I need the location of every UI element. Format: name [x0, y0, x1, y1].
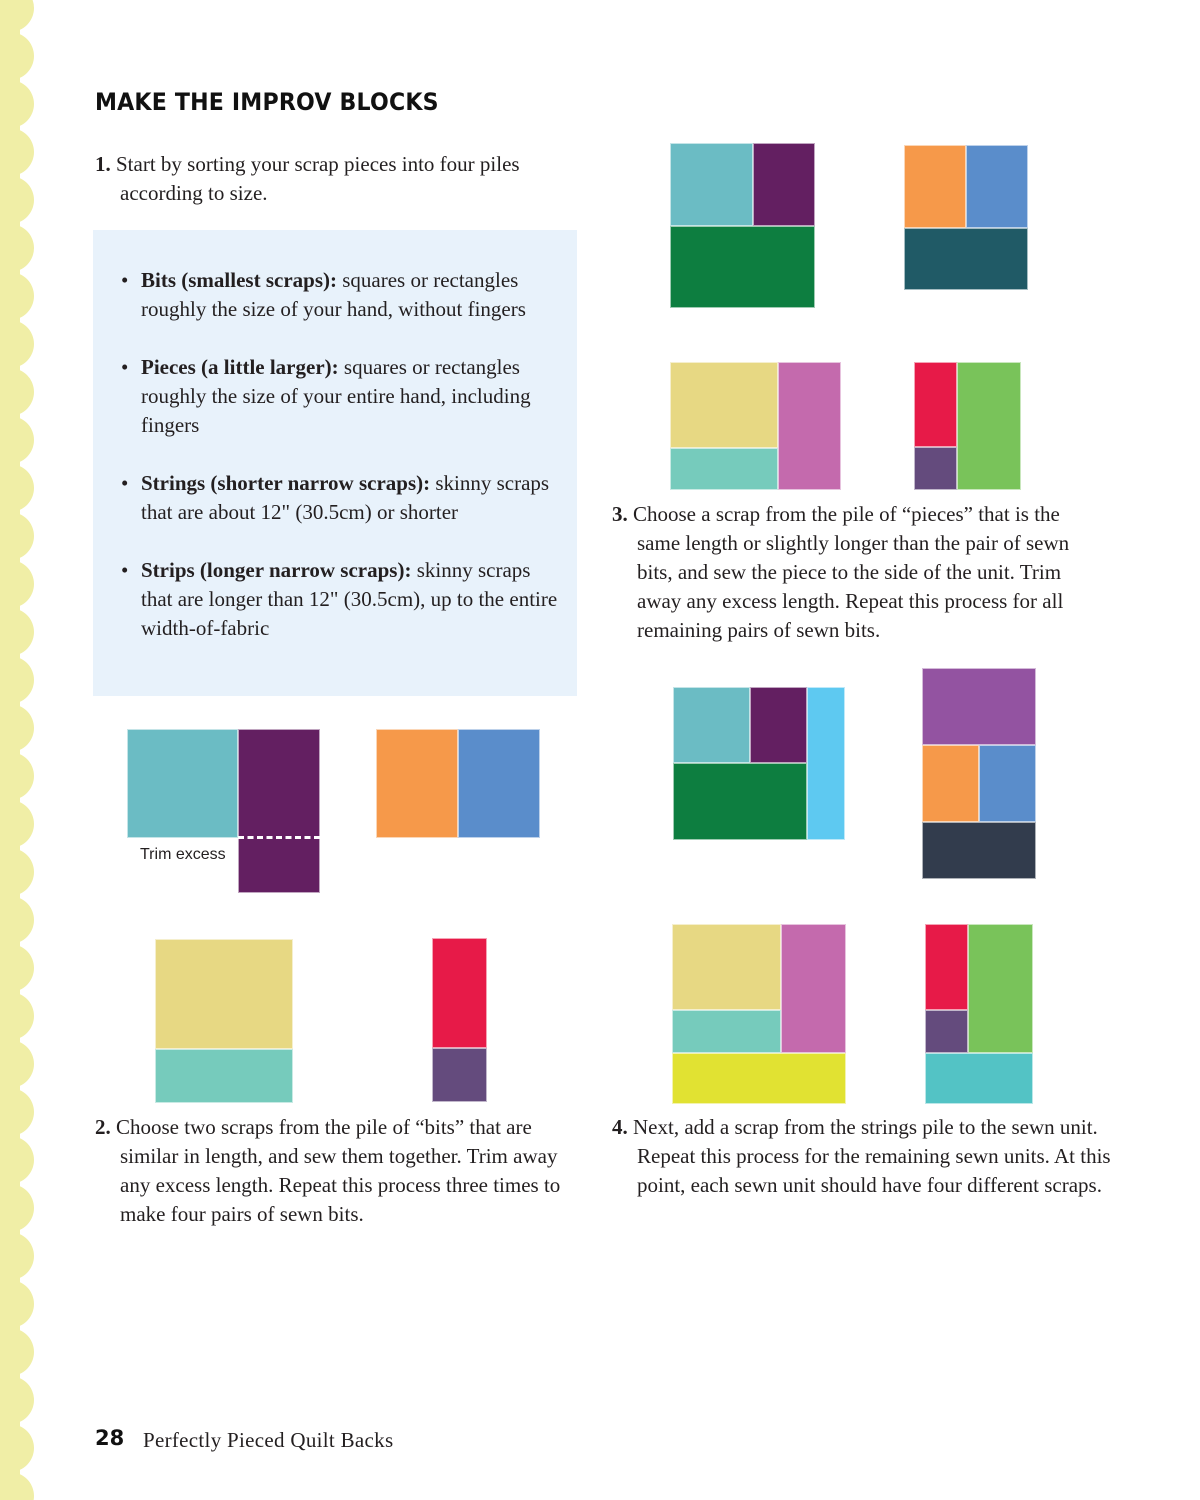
scrap-slate	[904, 228, 1028, 290]
scalloped-page-edge	[0, 0, 40, 1500]
scrap-blue	[458, 729, 540, 838]
scrap-grape	[914, 447, 957, 490]
scrap-plum	[238, 729, 320, 893]
scrap-orange	[922, 745, 979, 822]
list-item-pieces	[121, 353, 561, 440]
step-text: Next, add a scrap from the strings pile to the sewn unit. Repeat this process for the remaining sewn units. At this point, each sewn unit should have four different scraps.	[633, 1115, 1111, 1197]
scrap-butter	[670, 362, 778, 448]
description: squares or rectangles roughly the size of your hand, without fingers	[141, 268, 526, 321]
scrap-orange	[376, 729, 458, 838]
scrap-red	[432, 938, 487, 1048]
scrap-lime	[968, 924, 1033, 1053]
term: Strips (longer narrow scraps):	[141, 558, 412, 582]
scrap-violet	[922, 668, 1036, 745]
trim-line	[238, 836, 320, 839]
scrap-grape	[925, 1010, 968, 1053]
scrap-size-list	[121, 266, 561, 672]
step-4	[612, 1113, 1112, 1200]
scrap-plum	[750, 687, 807, 763]
scrap-navy	[922, 822, 1036, 879]
step-text: Choose two scraps from the pile of “bits” that are similar in length, and sew them together. Trim away any excess length. Repeat this process three times to make four pairs of sewn bits.	[116, 1115, 561, 1226]
step-1	[95, 150, 575, 208]
term: Pieces (a little larger):	[141, 355, 339, 379]
scrap-mint	[670, 448, 778, 490]
scrap-butter	[672, 924, 781, 1010]
scrap-red	[925, 924, 968, 1010]
scrap-green	[670, 226, 815, 308]
book-title: Perfectly Pieced Quilt Backs	[143, 1428, 394, 1452]
scrap-red	[914, 362, 957, 447]
scrap-teal	[127, 729, 238, 838]
step-number: 2.	[95, 1115, 111, 1139]
list-item-bits	[121, 266, 561, 324]
scrap-aqua	[925, 1053, 1033, 1104]
list-item-strings	[121, 469, 561, 527]
term: Strings (shorter narrow scraps):	[141, 471, 431, 495]
scrap-teal	[670, 143, 753, 226]
step-number: 1.	[95, 152, 111, 176]
trim-excess-label: Trim excess	[140, 846, 226, 863]
step-text: Start by sorting your scrap pieces into four piles according to size.	[116, 152, 520, 205]
step-3	[612, 500, 1102, 645]
description: squares or rectangles roughly the size of your entire hand, including fingers	[141, 355, 531, 437]
scrap-mint	[155, 1049, 293, 1103]
scrap-orchid	[781, 924, 846, 1053]
scrap-sizes-box	[93, 230, 577, 696]
scrap-blue	[979, 745, 1036, 822]
step-number: 4.	[612, 1115, 628, 1139]
list-item-strips	[121, 556, 561, 643]
scrap-grape	[432, 1048, 487, 1102]
scrap-mint	[672, 1010, 781, 1053]
scrap-orange	[904, 145, 966, 228]
scrap-sky	[807, 687, 845, 840]
scrap-teal	[673, 687, 750, 763]
scrap-green	[673, 763, 807, 840]
section-heading: MAKE THE IMPROV BLOCKS	[95, 88, 439, 116]
scrap-plum	[753, 143, 815, 226]
description: skinny scraps that are about 12" (30.5cm) or shorter	[141, 471, 550, 524]
scrap-butter	[155, 939, 293, 1049]
step-2	[95, 1113, 575, 1229]
scrap-blue	[966, 145, 1028, 228]
scrap-citron	[672, 1053, 846, 1104]
term: Bits (smallest scraps):	[141, 268, 337, 292]
page-number: 28	[95, 1426, 125, 1450]
step-text: Choose a scrap from the pile of “pieces” that is the same length or slightly longer than the pair of sewn bits, and sew the piece to the side of the unit. Trim away any excess length. Repeat this process for all remaining pairs of sewn bits.	[633, 502, 1070, 642]
scrap-orchid	[778, 362, 841, 490]
scrap-lime	[957, 362, 1021, 490]
description: skinny scraps that are longer than 12" (30.5cm), up to the entire width-of-fabric	[141, 558, 558, 640]
step-number: 3.	[612, 502, 628, 526]
